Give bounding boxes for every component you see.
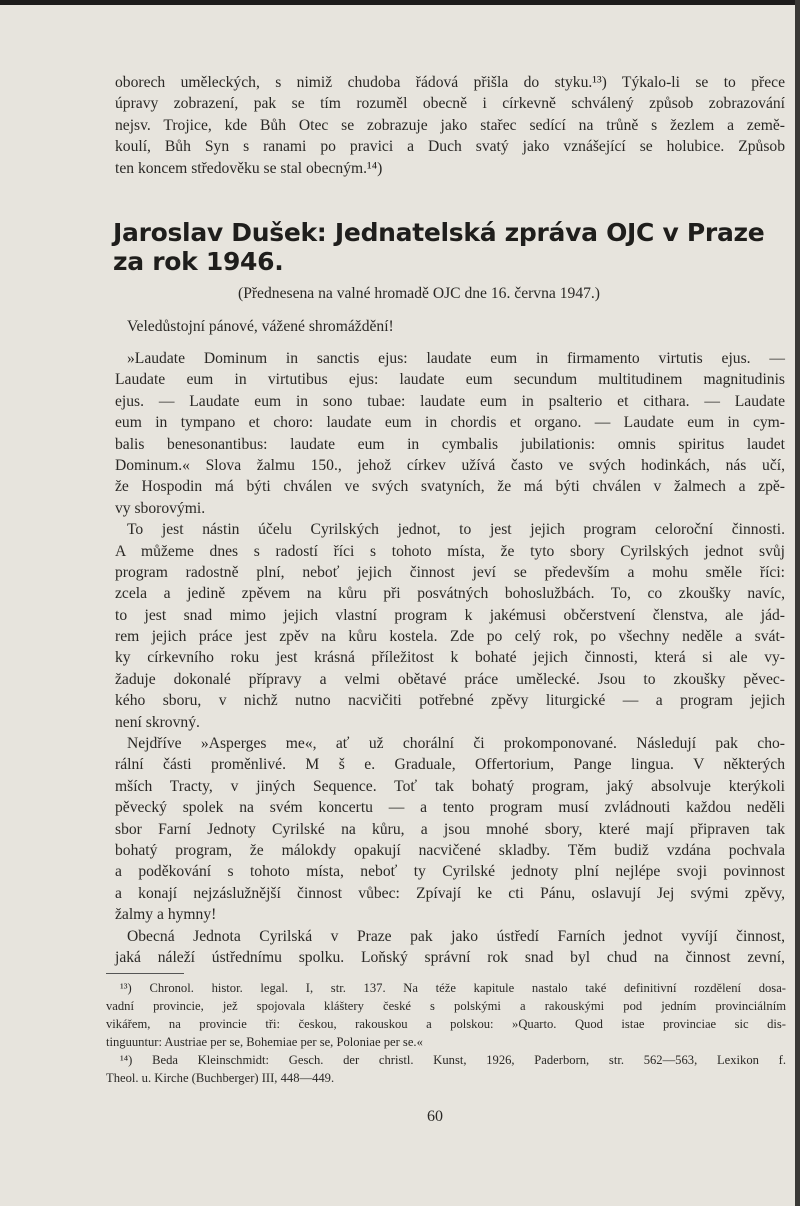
text-line: ten koncem středověku se stal obecným.¹⁴) bbox=[115, 159, 383, 177]
text-line: že Hospodin má býti chválen ve svých svatyních, že má býti chválen v žalmech a zpě- bbox=[115, 478, 785, 496]
paragraph bbox=[115, 519, 785, 733]
text-line: eum in tympano et choro: laudate eum in chordis et organo. — Laudate eum in cym- bbox=[115, 414, 785, 432]
text-line: mších Tracty, v jiných Sequence. Toť tak bohatý program, jaký absolvuje kterýkoli bbox=[115, 777, 785, 795]
text-line: rální části proměnlivé. M š e. Graduale, Offertorium, Pange lingua. V některých bbox=[115, 756, 785, 774]
article-title-line-2: za rok 1946. bbox=[113, 247, 284, 276]
text-line: úpravy zobrazení, pak se tím rozuměl obecně i církevně schválený způsob zobrazování bbox=[115, 95, 785, 113]
text-line: a poděkování s tohoto místa, neboť ty Cyrilské jednoty plní nejlépe svoji povinnost bbox=[115, 863, 785, 881]
text-line: ky církevního roku jest krásná příležitost k bohaté jejich činnosti, která si ale vy- bbox=[115, 649, 785, 667]
paragraph bbox=[115, 926, 785, 969]
footnote-line: vadní provincie, jež spojovala kláštery české s polskými a rakouskými pod jedním provinciálním bbox=[106, 999, 786, 1013]
text-line: Obecná Jednota Cyrilská v Praze pak jako ústředí Farních jednot vyvíjí činnost, bbox=[127, 927, 785, 945]
text-line: bohatý program, že málokdy opakují nacvičené skladby. Těm budiž vzdána pochvala bbox=[115, 841, 785, 859]
footnote-line: Theol. u. Kirche (Buchberger) III, 448—449. bbox=[106, 1071, 335, 1085]
text-line: jaká náleží ústřednímu spolku. Loňský správní rok snad byl chud na činnost zevní, bbox=[115, 948, 785, 966]
scan-right-edge bbox=[795, 0, 800, 1206]
footnote-line: vikářem, na provincie tři: českou, rakouskou a polskou: »Quarto. Quod istae provinciae sic dis- bbox=[106, 1017, 786, 1031]
article-title bbox=[113, 218, 764, 276]
article-subtitle: (Přednesena na valné hromadě OJC dne 16. června 1947.) bbox=[238, 285, 600, 302]
text-line: nejsv. Trojice, kde Bůh Otec se zobrazuje jako stařec sedící na trůně s žezlem a země- bbox=[115, 116, 785, 134]
text-line: program radostně plní, neboť jejich činnost jeví se především a mohu směle říci: bbox=[115, 563, 785, 581]
text-line: žalmy a hymny! bbox=[115, 906, 217, 924]
intro-paragraph bbox=[115, 72, 785, 179]
salutation: Veledůstojní pánové, vážené shromáždění! bbox=[127, 318, 394, 335]
text-line: kého sboru, v nichž nutno nacvičiti potřebné zpěvy liturgické — a program jejich bbox=[115, 692, 785, 710]
text-line: a konají nejzáslužnější činnost vůbec: Zpívají ke cti Pánu, oslavují Jej svými zpěvy, bbox=[115, 884, 785, 902]
footnote-line: ¹³) Chronol. histor. legal. I, str. 137. Na téže kapitule nastalo také definitivní rozdělení dosa- bbox=[120, 981, 786, 995]
article-body bbox=[115, 348, 785, 968]
footnotes bbox=[106, 979, 786, 1087]
text-line: Dominum.« Slova žalmu 150., jehož církev užívá často ve svých hodinkách, nás učí, bbox=[115, 456, 785, 474]
text-line: zcela a jedině zpěvem na kůru při posvátných bohoslužbách. To, co zkoušky navíc, bbox=[115, 585, 785, 603]
footnote-rule bbox=[106, 973, 184, 974]
text-line: žaduje dokonalé přípravy a velmi obětavé práce umělecké. Jsou to zkoušky pěvec- bbox=[115, 670, 785, 688]
text-line: balis benesonantibus: laudate eum in cymbalis jubilationis: omnis spiritus laudet bbox=[115, 435, 785, 453]
text-line: pěvecký spolek na svém koncertu — a tento program musí zvládnouti každou neděli bbox=[115, 799, 785, 817]
text-line: rem jejich práce jest zpěv na kůru kostela. Zde po celý rok, po všechny neděle a svát- bbox=[115, 628, 785, 646]
paragraph bbox=[115, 733, 785, 926]
text-line: oborech uměleckých, s nimiž chudoba řádová přišla do styku.¹³) Týkalo-li se to přece bbox=[115, 74, 785, 91]
text-line: sbor Farní Jednoty Cyrilské na kůru, a jsou mnohé sbory, které mají připraven tak bbox=[115, 820, 785, 838]
footnote bbox=[106, 979, 786, 1051]
paragraph bbox=[115, 348, 785, 519]
article-title-line-1: Jaroslav Dušek: Jednatelská zpráva OJC v Praze bbox=[113, 218, 765, 247]
footnote-line: tinguuntur: Austriae per se, Bohemiae per se, Poloniae per se.« bbox=[106, 1035, 423, 1049]
text-line: »Laudate Dominum in sanctis ejus: laudate eum in firmamento virtutis ejus. — bbox=[127, 350, 785, 367]
text-line: vy sborovými. bbox=[115, 499, 206, 517]
page-number: 60 bbox=[427, 1108, 443, 1125]
text-line: koulí, Bůh Syn s ranami po pravici a Duch svatý jako vznášející se holubice. Způsob bbox=[115, 138, 785, 156]
text-line: Laudate eum in virtutibus ejus: laudate eum secundum multitudinem magnitudinis bbox=[115, 371, 785, 389]
text-line: Nejdříve »Asperges me«, ať už chorální či prokomponované. Následují pak cho- bbox=[127, 735, 785, 753]
text-line: To jest nástin účelu Cyrilských jednot, to jest jejich program celoroční činnosti. bbox=[127, 521, 785, 539]
text-line: A můžeme dnes s radostí říci s tohoto místa, že tyto sbory Cyrilských jednot svůj bbox=[115, 542, 785, 560]
footnote bbox=[106, 1051, 786, 1087]
text-line: to jest snad mimo jejich vlastní program k jakémusi občerstvení členstva, ale jád- bbox=[115, 606, 785, 624]
text-line: není skrovný. bbox=[115, 713, 200, 731]
scan-top-edge bbox=[0, 0, 800, 5]
text-line: ejus. — Laudate eum in sono tubae: laudate eum in psalterio et cithara. — Laudate bbox=[115, 392, 785, 410]
footnote-line: ¹⁴) Beda Kleinschmidt: Gesch. der christl. Kunst, 1926, Paderborn, str. 562—563, Lexikon f. bbox=[120, 1053, 786, 1067]
